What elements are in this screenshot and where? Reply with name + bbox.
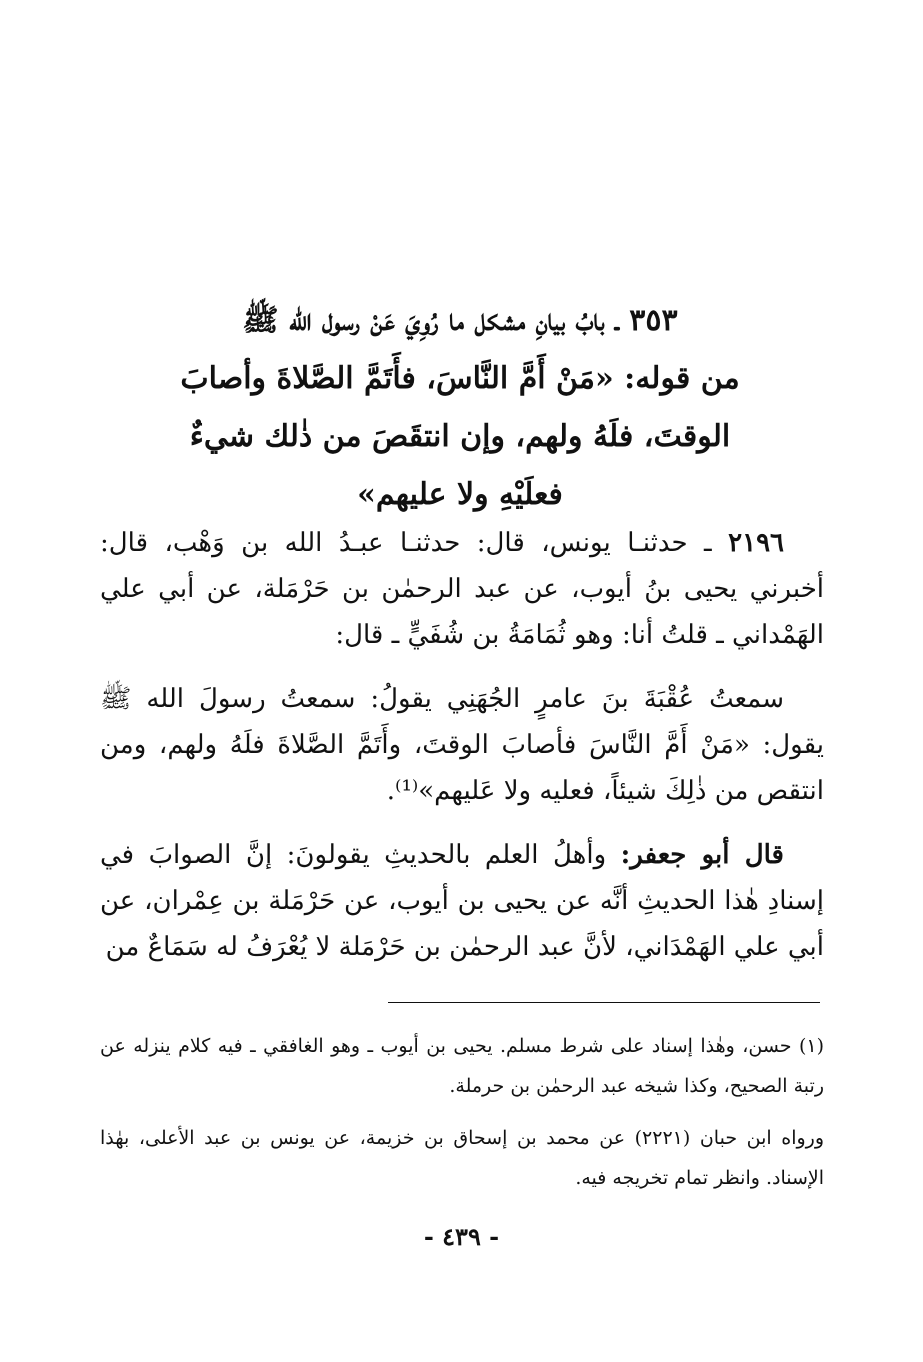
chapter-heading-line-2: من قوله: «مَنْ أَمَّ النَّاسَ، فأَتَمَّ الصَّلاةَ وأصابَ [180, 361, 740, 396]
footnote-1-part-2: ورواه ابن حبان (٢٢٢١) عن محمد بن إسحاق بن خزيمة، عن يونس بن عبد الأعلى، بهٰذا الإسناد. وانظر تمام تخريجه فيه. [100, 1127, 825, 1189]
hadith-number: ٢١٩٦ [728, 528, 784, 558]
footnotes [100, 1026, 824, 1210]
isnad-text: ـ حدثنـا يونس، قال: حدثنـا عبـدُ الله بن وَهْب، قال: أخبرني يحيى بنُ أيوب، عن عبد الرحمٰن بن حَرْمَلة، عن أبي علي الهَمْداني ـ قلتُ أنا: وهو ثُمَامَةُ بن شُفَيٍّ ـ قال: [100, 528, 824, 650]
footnote-1-part-1: (١) حسن، وهٰذا إسناد على شرط مسلم. يحيى بن أيوب ـ وهو الغافقي ـ فيه كلام ينزله عن رتبة الصحيح، وكذا شيخه عبد الرحمٰن بن حرملة. [100, 1035, 825, 1097]
chapter-heading [100, 292, 820, 524]
hadith-paragraph-matn: سمعتُ عُقْبَةَ بنَ عامرٍ الجُهَنِي يقولُ: سمعتُ رسولَ الله ﷺ يقول: «مَنْ أَمَّ النَّاسَ فأصابَ الوقتَ، وأَتَمَّ الصَّلاةَ فلَهُ ولهم، ومن انتقص من ذٰلِكَ شيئاً، فعليه ولا عَليهم»⁽¹⁾. [100, 684, 824, 806]
chapter-heading-line-1: ٣٥٣ ـ بابُ بيانِ مشكل ما رُوِيَ عَنْ رسول الله ﷺ [242, 303, 678, 338]
commentary-paragraph [100, 832, 824, 970]
page-number: - ٤٣٩ - [423, 1222, 500, 1251]
main-text [100, 520, 824, 988]
footnote-divider [388, 1002, 820, 1003]
hadith-paragraph-isnad [100, 520, 824, 658]
chapter-heading-line-4: فعلَيْهِ ولا عليهم» [357, 477, 563, 512]
commentary-text: وأهلُ العلم بالحديثِ يقولونَ: إنَّ الصوابَ في إسنادِ هٰذا الحديثِ أنَّه عن يحيى بن أيوب، عن حَرْمَلة بن عِمْران، عن أبي علي الهَمْدَاني، لأنَّ عبد الرحمٰن بن حَرْمَلة لا يُعْرَفُ له سَمَاعٌ من [100, 840, 824, 962]
commentary-lead: قال أبو جعفر: [620, 840, 784, 870]
chapter-heading-line-3: الوقتَ، فلَهُ ولهم، وإن انتقَصَ من ذٰلك شيءٌ [189, 419, 731, 454]
